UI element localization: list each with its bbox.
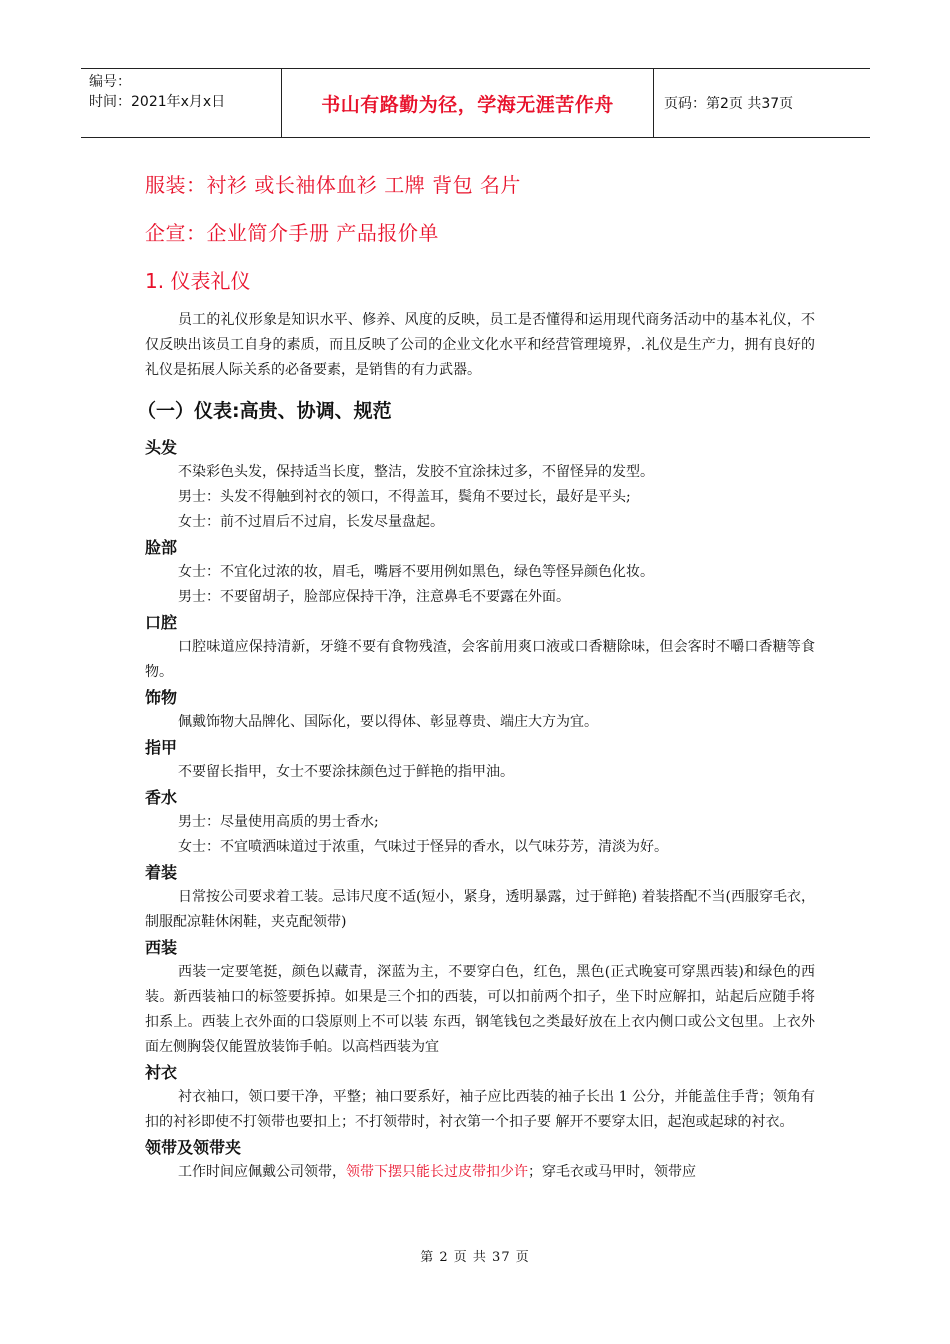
- page-header: [81, 68, 870, 138]
- topic-paragraph: 不要留长指甲，女士不要涂抹颜色过于鲜艳的指甲油。: [178, 764, 514, 780]
- section-subtitle: （一）仪表:高贵、协调、规范: [137, 400, 392, 422]
- topic-title: 口腔: [145, 613, 178, 632]
- topic-title: 饰物: [145, 688, 178, 707]
- topic-title-tie: 领带及领带夹: [145, 1138, 242, 1157]
- document-number: 编号：: [89, 74, 131, 90]
- section-intro: 员工的礼仪形象是知识水平、修养、风度的反映，员工是否懂得和运用现代商务活动中的基本礼仪，不仅反映出该员工自身的素质，而且反映了公司的企业文化水平和经营管理境界，.礼仪是生产力，拥有良好的礼仪是拓展人际关系的必备要素，是销售的有力武器。: [145, 312, 815, 378]
- topic-paragraph-tie: [145, 1160, 815, 1185]
- topic-paragraph: 女士：不宜喷洒味道过于浓重，气味过于怪异的香水，以气味芬芳，清淡为好。: [178, 839, 668, 855]
- topic-paragraph: 女士：不宜化过浓的妆，眉毛，嘴唇不要用例如黑色，绿色等怪异颜色化妆。: [178, 564, 654, 580]
- topic-paragraph: 口腔味道应保持清新，牙缝不要有食物残渣，会客前用爽口液或口香糖除味，但会客时不嚼口香糖等食物。: [145, 639, 815, 680]
- header-meta: [81, 69, 281, 137]
- topic-paragraph: 女士：前不过眉后不过肩，长发尽量盘起。: [178, 514, 444, 530]
- topic-paragraph: 西装一定要笔挺，颜色以藏青，深蓝为主，不要穿白色，红色，黑色(正式晚宴可穿黑西装)和绿色的西装。新西装袖口的标签要拆掉。如果是三个扣的西装，可以扣前两个扣子，坐下时应解扣，站起后应随手将扣系上。西装上衣外面的口袋原则上不可以装 东西，钢笔钱包之类最好放在上衣内侧口或公文包里。上衣外面左侧胸袋仅能置放装饰手帕。以高档西装为宜: [145, 964, 815, 1055]
- tie-text-after: ；穿毛衣或马甲时，领带应: [528, 1164, 696, 1180]
- topic-paragraph: 衬衣袖口，领口要干净，平整；袖口要系好，袖子应比西装的袖子长出 1 公分，并能盖住手背；领角有扣的衬衫即使不打领带也要扣上；不打领带时，衬衣第一个扣子要 解开不要穿太旧，起泡或起球的衬衣。: [145, 1089, 815, 1130]
- topic-paragraph: 男士：尽量使用高质的男士香水;: [178, 814, 379, 830]
- attire-line: 服装：衬衫 或长袖体血衫 工牌 背包 名片: [145, 173, 521, 197]
- topic-title: 头发: [145, 438, 178, 457]
- topic-paragraph: 佩戴饰物大品牌化、国际化，要以得体、彰显尊贵、端庄大方为宜。: [178, 714, 598, 730]
- topic-paragraph: 日常按公司要求着工装。忌讳尺度不适(短小，紧身，透明暴露，过于鲜艳) 着装搭配不当(西服穿毛衣，制服配凉鞋休闲鞋，夹克配领带): [145, 889, 815, 930]
- topic-paragraph: 男士：不要留胡子，脸部应保持干净，注意鼻毛不要露在外面。: [178, 589, 570, 605]
- header-motto: 书山有路勤为径，学海无涯苦作舟: [281, 69, 654, 137]
- document-time: 时间：2021年x月x日: [89, 94, 226, 110]
- section-title: 1. 仪表礼仪: [145, 269, 251, 293]
- topic-title: 脸部: [145, 538, 178, 557]
- topic-title: 香水: [145, 788, 178, 807]
- topic-title: 衬衣: [145, 1063, 178, 1082]
- topic-title: 着装: [145, 863, 178, 882]
- promo-line: 企宣：企业简介手册 产品报价单: [145, 221, 439, 245]
- topic-list: [145, 435, 815, 1135]
- page-footer: 第 2 页 共 37 页: [420, 1250, 530, 1265]
- tie-text-before: 工作时间应佩戴公司领带，: [178, 1164, 346, 1180]
- topic-title: 西装: [145, 938, 178, 957]
- topic-paragraph: 不染彩色头发，保持适当长度，整洁，发胶不宜涂抹过多，不留怪异的发型。: [178, 464, 654, 480]
- topic-title: 指甲: [145, 738, 178, 757]
- document-body: [137, 166, 815, 1185]
- header-page-info: 页码：第2页 共37页: [664, 96, 794, 112]
- topic-paragraph: 男士：头发不得触到衬衣的领口，不得盖耳，鬓角不要过长，最好是平头;: [178, 489, 631, 505]
- tie-text-highlight: 领带下摆只能长过皮带扣少许: [346, 1164, 528, 1180]
